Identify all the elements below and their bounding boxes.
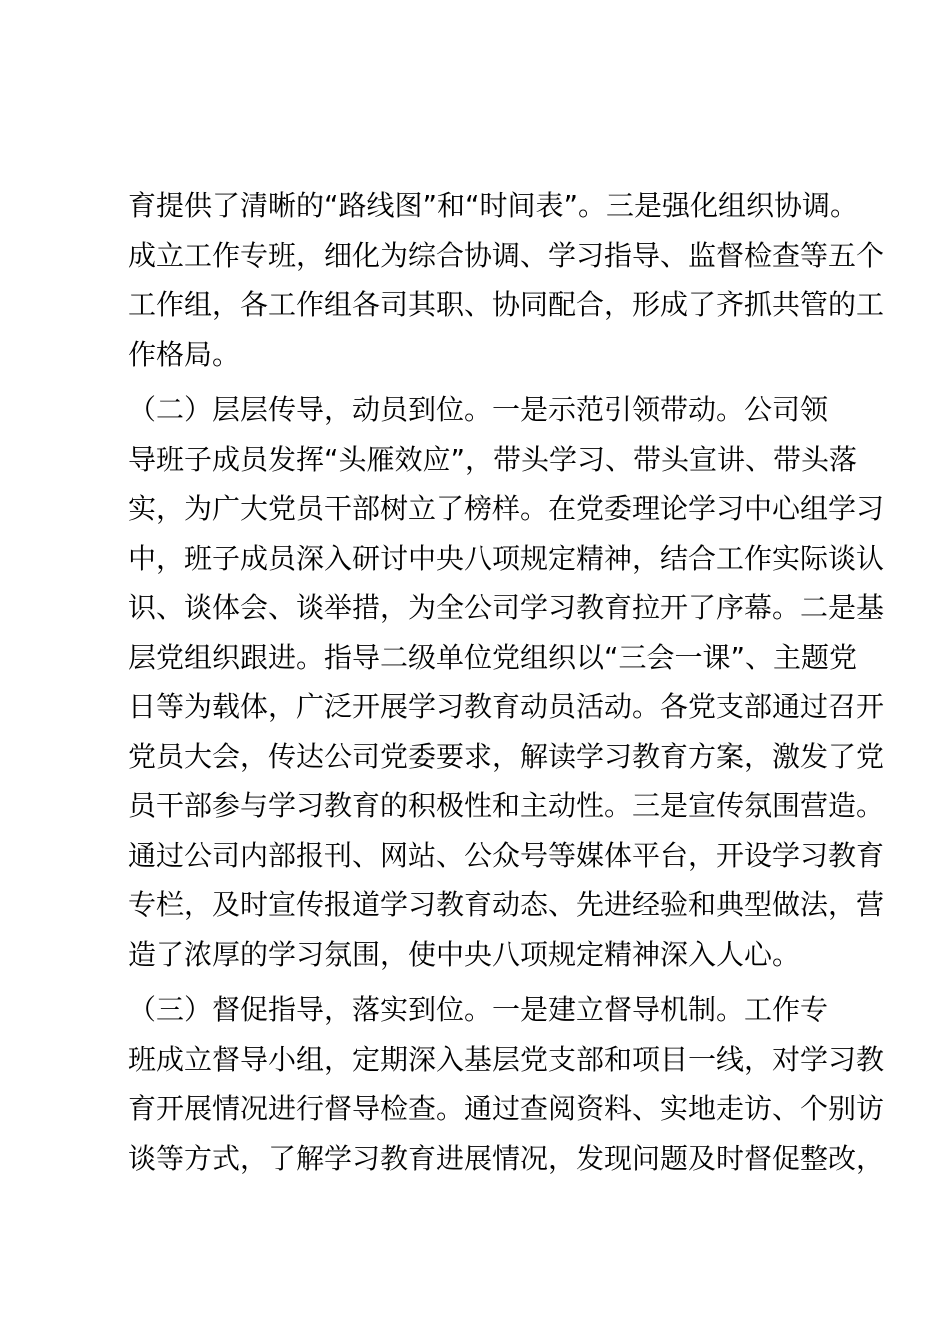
text-line: 日等为载体，广泛开展学习教育动员活动。各党支部通过召开 [128, 690, 885, 723]
text-line: 谈等方式，了解学习教育进展情况，发现问题及时督促整改， [128, 1141, 885, 1175]
text-line: 实，为广大党员干部树立了榜样。在党委理论学习中心组学习 [128, 492, 885, 525]
text-line: 班成立督导小组，定期深入基层党支部和项目一线，对学习教 [128, 1042, 885, 1076]
text-line: 导班子成员发挥“头雁效应”，带头学习、带头宣讲、带头落 [128, 442, 858, 476]
paragraph-3 [128, 985, 885, 1183]
paragraph-1 [128, 181, 885, 379]
paragraph-2 [128, 385, 885, 979]
document-body [128, 181, 885, 1183]
text-line: 成立工作专班，细化为综合协调、学习指导、监督检查等五个 [128, 238, 885, 272]
text-line: 工作组，各工作组各司其职、协同配合，形成了齐抓共管的工 [128, 288, 885, 321]
text-line: 育开展情况进行督导检查。通过查阅资料、实地走访、个别访 [128, 1092, 885, 1125]
text-line: 中，班子成员深入研讨中央八项规定精神，结合工作实际谈认 [128, 541, 885, 575]
text-line: 党员大会，传达公司党委要求，解读学习教育方案，激发了党 [128, 739, 885, 773]
text-line: （二）层层传导，动员到位。一是示范引领带动。公司领 [128, 393, 829, 426]
text-line: 造了浓厚的学习氛围，使中央八项规定精神深入人心。 [128, 937, 801, 971]
text-line: 识、谈体会、谈举措，为全公司学习教育拉开了序幕。二是基 [128, 591, 885, 624]
text-line: 员干部参与学习教育的积极性和主动性。三是宣传氛围营造。 [128, 789, 885, 822]
text-line: 通过公司内部报刊、网站、公众号等媒体平台，开设学习教育 [128, 838, 885, 872]
text-line: 育提供了清晰的“路线图”和“时间表”。三是强化组织协调。 [128, 189, 859, 222]
text-line: 作格局。 [128, 337, 241, 371]
text-line: （三）督促指导，落实到位。一是建立督导机制。工作专 [128, 993, 829, 1026]
text-line: 专栏，及时宣传报道学习教育动态、先进经验和典型做法，营 [128, 888, 885, 921]
text-line: 层党组织跟进。指导二级单位党组织以“三会一课”、主题党 [128, 640, 858, 674]
